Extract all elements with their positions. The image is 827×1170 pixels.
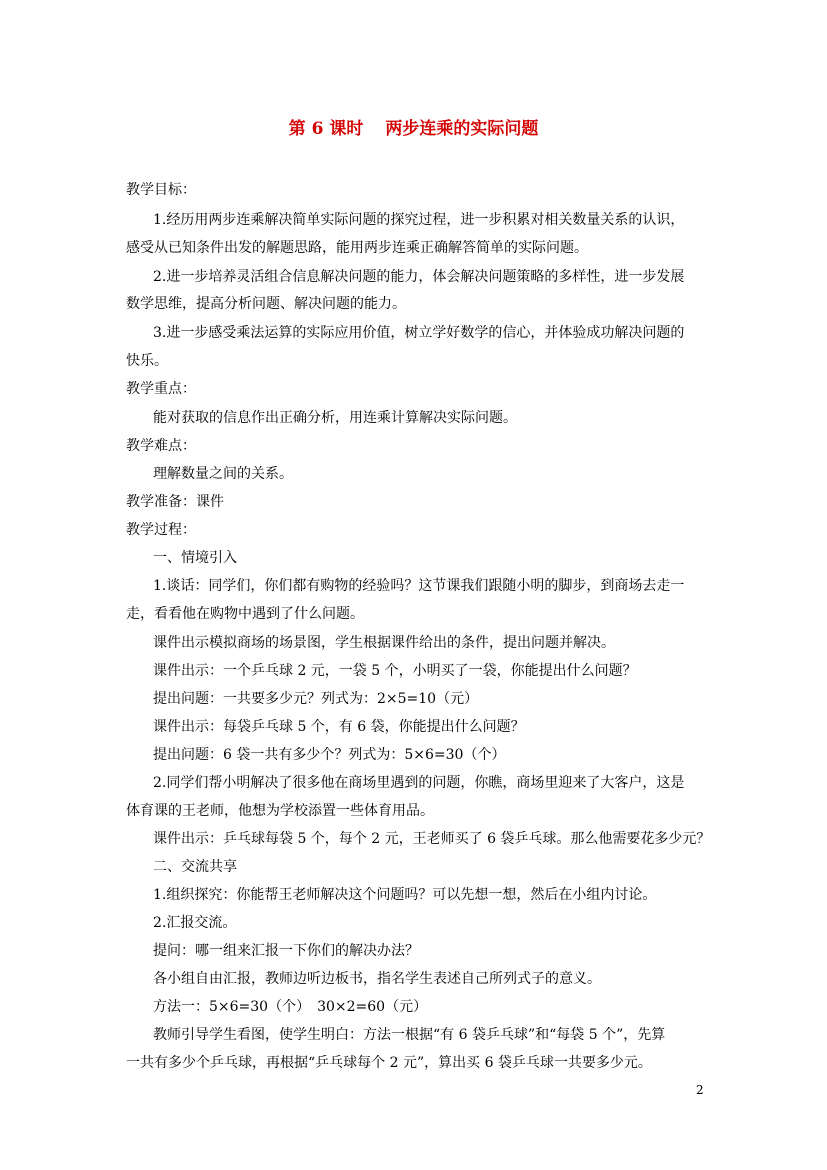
paragraph-line: 体育课的王老师，他想为学校添置一些体育用品。	[126, 803, 434, 819]
paragraph-line: 课件出示：乒乓球每袋 5 个，每个 2 元，王老师买了 6 袋乒乓球。那么他需要花多少元？	[153, 831, 711, 847]
goal-1-line-1: 1.经历用两步连乘解决简单实际问题的探究过程，进一步积累对相关数量关系的认识，	[153, 212, 685, 228]
page-number: 2	[696, 1083, 704, 1097]
paragraph-line: 2.汇报交流。	[153, 915, 237, 931]
paragraph-line: 提出问题：6 袋一共有多少个？列式为：5×6=30（个）	[153, 747, 506, 763]
key-points-text: 能对获取的信息作出正确分析，用连乘计算解决实际问题。	[153, 410, 517, 426]
paragraph-line: 各小组自由汇报，教师边听边板书，指名学生表述自己所列式子的意义。	[153, 971, 601, 987]
paragraph-line: 课件出示：每袋乒乓球 5 个，有 6 袋，你能提出什么问题？	[153, 719, 525, 735]
paragraph-line: 2.同学们帮小明解决了很多他在商场里遇到的问题，你瞧，商场里迎来了大客户，这是	[153, 775, 685, 791]
subsection-intro: 一、情境引入	[153, 550, 237, 566]
lesson-topic: 两步连乘的实际问题	[385, 119, 539, 139]
goal-3-line-1: 3.进一步感受乘法运算的实际应用价值，树立学好数学的信心，并体验成功解决问题的	[153, 325, 685, 341]
goal-2-line-1: 2.进一步培养灵活组合信息解决问题的能力，体会解决问题策略的多样性，进一步发展	[153, 269, 685, 285]
goal-2-line-2: 数学思维，提高分析问题、解决问题的能力。	[126, 296, 406, 312]
paragraph-line: 课件出示模拟商场的场景图，学生根据课件给出的条件，提出问题并解决。	[153, 635, 615, 651]
paragraph-line: 走，看看他在购物中遇到了什么问题。	[126, 606, 364, 622]
lesson-number: 第 6 课时	[288, 119, 364, 139]
lesson-title	[0, 114, 827, 139]
paragraph-line: 提问：哪一组来汇报一下你们的解决办法？	[153, 943, 419, 959]
goal-3-line-2: 快乐。	[126, 353, 168, 369]
paragraph-line: 教师引导学生看图，使学生明白：方法一根据“有 6 袋乒乓球”和“每袋 5 个”，先算	[153, 1027, 666, 1043]
section-heading-goals: 教学目标：	[126, 182, 196, 198]
paragraph-line: 提出问题：一共要多少元？列式为：2×5=10（元）	[153, 691, 479, 707]
method-one-line: 方法一：5×6=30（个） 30×2=60（元）	[153, 999, 428, 1015]
section-heading-key-points: 教学重点：	[126, 381, 196, 397]
paragraph-line: 一共有多少个乒乓球，再根据“乒乓球每个 2 元”，算出买 6 袋乒乓球一共要多少元。	[126, 1055, 652, 1071]
paragraph-line: 课件出示：一个乒乓球 2 元，一袋 5 个，小明买了一袋，你能提出什么问题？	[153, 663, 637, 679]
section-heading-preparation: 教学准备：课件	[126, 494, 224, 510]
section-heading-process: 教学过程：	[126, 522, 196, 538]
section-heading-difficulties: 教学难点：	[126, 438, 196, 454]
paragraph-line: 1.谈话：同学们，你们都有购物的经验吗？这节课我们跟随小明的脚步，到商场去走一	[153, 578, 685, 594]
subsection-share: 二、交流共享	[153, 859, 237, 875]
paragraph-line: 1.组织探究：你能帮王老师解决这个问题吗？可以先想一想，然后在小组内讨论。	[153, 887, 657, 903]
difficulties-text: 理解数量之间的关系。	[153, 466, 293, 482]
goal-1-line-2: 感受从已知条件出发的解题思路，能用两步连乘正确解答简单的实际问题。	[126, 240, 588, 256]
